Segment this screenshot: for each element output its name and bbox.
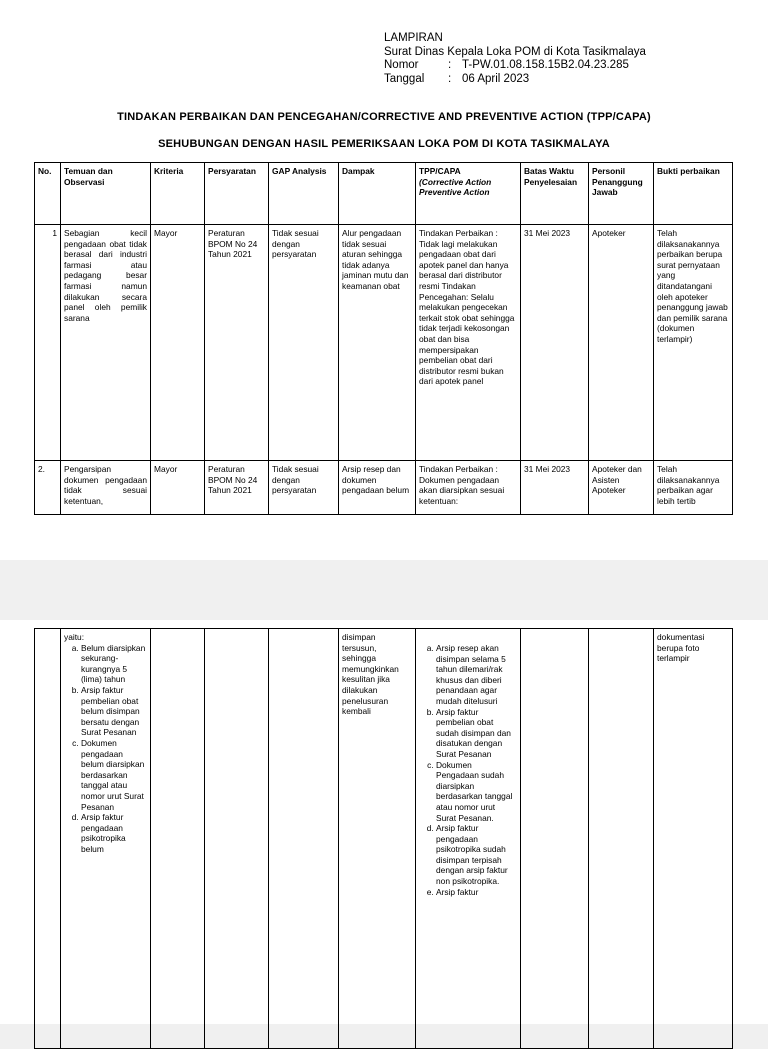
col-header-persyaratan: Persyaratan	[205, 163, 269, 225]
list-item: b. Arsip faktur pembelian obat belum disimpan bersatu dengan Surat Pesanan	[81, 685, 147, 738]
nomor-separator: :	[448, 59, 452, 72]
letter-number-row	[384, 59, 646, 73]
document-title: TINDAKAN PERBAIKAN DAN PENCEGAHAN/CORRECTIVE AND PREVENTIVE ACTION (TPP/CAPA)	[117, 111, 651, 123]
col-header-temuan: Temuan dan Observasi	[61, 163, 151, 225]
temuan-list	[64, 643, 147, 855]
col-header-dampak: Dampak	[339, 163, 416, 225]
row2-cont-dampak: disimpan tersusun, sehingga memungkinkan kesulitan jika dilakukan penelusuran kembali	[339, 629, 416, 1049]
row1-bukti: Telah dilaksanakannya perbaikan berupa surat pernyataan yang ditandatangani oleh apoteker penanggung jawab dan pemilik sarana (dokumen terlampir)	[654, 225, 733, 461]
row2-cont-personil	[589, 629, 654, 1049]
list-item: c. Dokumen pengadaan belum diarsipkan berdasarkan tanggal atau nomor urut Surat Pesanan	[81, 738, 147, 812]
list-item: a. Belum diarsipkan sekurang-kurangnya 5 (lima) tahun	[81, 643, 147, 685]
row1-personil: Apoteker	[589, 225, 654, 461]
row1-dampak: Alur pengadaan tidak sesuai aturan sehingga tidak adanya jaminan mutu dan keamanan obat	[339, 225, 416, 461]
row2-persyaratan: Peraturan BPOM No 24 Tahun 2021	[205, 461, 269, 515]
table-row	[35, 461, 733, 515]
tanggal-label: Tanggal	[384, 72, 425, 85]
row1-kriteria: Mayor	[151, 225, 205, 461]
row2-cont-tpp	[416, 629, 521, 1049]
row2-personil: Apoteker dan Asisten Apoteker	[589, 461, 654, 515]
nomor-label: Nomor	[384, 59, 419, 72]
tanggal-value: 06 April 2023	[462, 72, 530, 85]
table-row	[35, 225, 733, 461]
row1-gap: Tidak sesuai dengan persyaratan	[269, 225, 339, 461]
row2-kriteria: Mayor	[151, 461, 205, 515]
row2-cont-temuan	[61, 629, 151, 1049]
temuan-intro: yaitu:	[64, 632, 85, 642]
row1-no: 1	[35, 225, 61, 461]
row1-temuan: Sebagian kecil pengadaan obat tidak berasal dari industri farmasi atau pedagang besar farmasi namun dilakukan secara panel oleh pemilik sarana	[61, 225, 151, 461]
document-subtitle: SEHUBUNGAN DENGAN HASIL PEMERIKSAAN LOKA POM DI KOTA TASIKMALAYA	[158, 138, 610, 150]
col-header-gap: GAP Analysis	[269, 163, 339, 225]
list-item: d. Arsip faktur pengadaan psikotropika sudah disimpan terpisah dengan arsip faktur non psikotropika.	[436, 823, 517, 887]
col-header-no: No.	[35, 163, 61, 225]
row2-dampak: Arsip resep dan dokumen pengadaan belum	[339, 461, 416, 515]
tpp-header-line1: TPP/CAPA	[419, 166, 461, 176]
col-header-personil: Personil Penanggung Jawab	[589, 163, 654, 225]
list-item: a. Arsip resep akan disimpan selama 5 tahun dilemari/rak khusus dan diberi penandaan agar mudah ditelusuri	[436, 643, 517, 707]
capa-table-continued	[34, 628, 733, 1049]
table-header-row	[35, 163, 733, 225]
row2-bukti: Telah dilaksanakannya perbaikan agar lebih tertib	[654, 461, 733, 515]
col-header-tpp	[416, 163, 521, 225]
table-row-continued	[35, 629, 733, 1049]
row2-gap: Tidak sesuai dengan persyaratan	[269, 461, 339, 515]
list-item: b. Arsip faktur pembelian obat sudah disimpan dan disatukan dengan Surat Pesanan	[436, 707, 517, 760]
tanggal-separator: :	[448, 72, 452, 85]
list-item: e. Arsip faktur	[436, 887, 517, 898]
row2-cont-persyaratan	[205, 629, 269, 1049]
list-item: c. Dokumen Pengadaan sudah diarsipkan berdasarkan tanggal atau nomor urut Surat Pesanan.	[436, 760, 517, 824]
list-item: d. Arsip faktur pengadaan psikotropika belum	[81, 812, 147, 854]
row1-persyaratan: Peraturan BPOM No 24 Tahun 2021	[205, 225, 269, 461]
row1-batas: 31 Mei 2023	[521, 225, 589, 461]
attachment-letter-title: Surat Dinas Kepala Loka POM di Kota Tasikmalaya	[384, 45, 646, 58]
col-header-bukti: Bukti perbaikan	[654, 163, 733, 225]
capa-table	[34, 162, 733, 515]
nomor-value: T-PW.01.08.158.15B2.04.23.285	[462, 59, 629, 72]
tpp-header-line2: (Corrective Action Preventive Action	[419, 176, 492, 198]
row2-cont-gap	[269, 629, 339, 1049]
row2-temuan: Pengarsipan dokumen pengadaan tidak sesuai ketentuan,	[61, 461, 151, 515]
row2-cont-bukti: dokumentasi berupa foto terlampir	[654, 629, 733, 1049]
row2-tpp: Tindakan Perbaikan : Dokumen pengadaan akan diarsipkan sesuai ketentuan:	[416, 461, 521, 515]
attachment-header	[384, 32, 646, 86]
col-header-kriteria: Kriteria	[151, 163, 205, 225]
letter-date-row	[384, 73, 646, 87]
col-header-batas: Batas Waktu Penyelesaian	[521, 163, 589, 225]
row2-cont-batas	[521, 629, 589, 1049]
row2-batas: 31 Mei 2023	[521, 461, 589, 515]
row1-tpp: Tindakan Perbaikan : Tidak lagi melakukan pengadaan obat dari apotek panel dan hanya berasal dari distributor resmi Tindakan Pencegahan: Selalu melakukan pengecekan terkait stok obat sehingga tidak terjadi kekosongan obat dan bisa mempersipakan pembelian obat dari distributor resmi bukan dari apotek panel	[416, 225, 521, 461]
row2-cont-no	[35, 629, 61, 1049]
tpp-list	[419, 643, 517, 897]
row2-cont-kriteria	[151, 629, 205, 1049]
row2-no: 2.	[35, 461, 61, 515]
attachment-label: LAMPIRAN	[384, 32, 443, 44]
